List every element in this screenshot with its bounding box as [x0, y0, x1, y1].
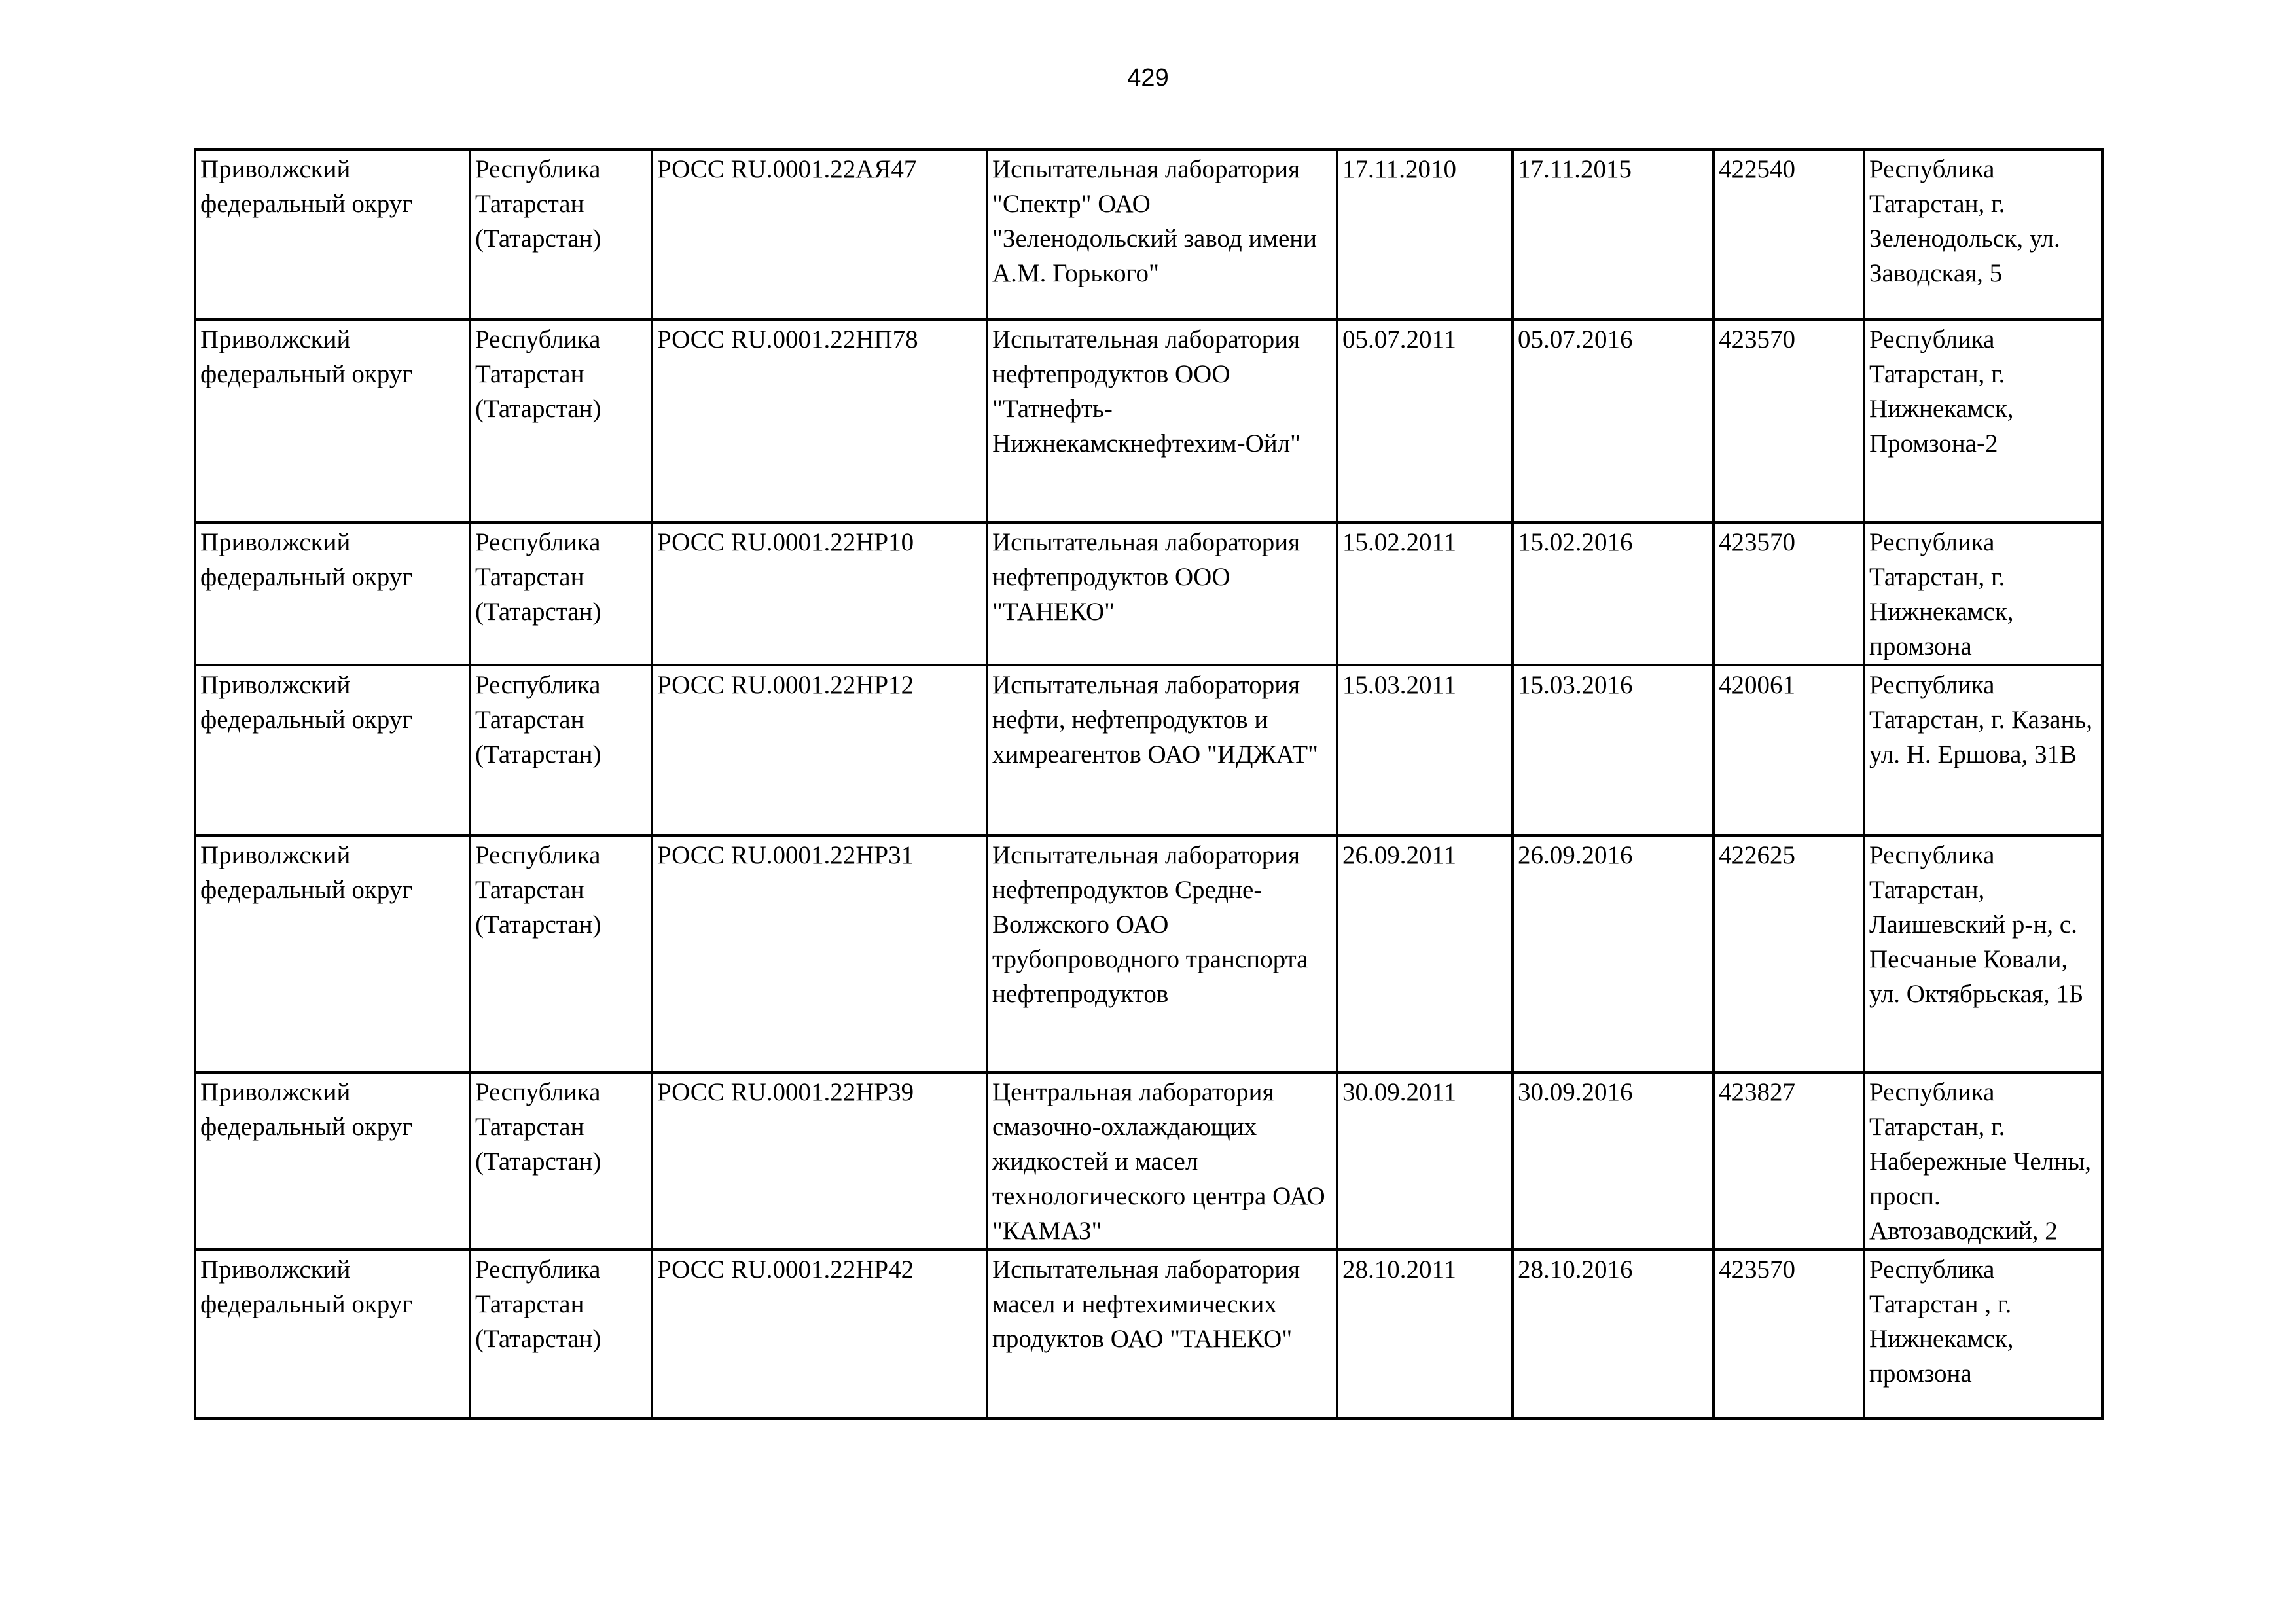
address-cell: Республика Татарстан, г. Нижнекамск, Промзона-2 — [1864, 319, 2102, 522]
valid-until-cell: 30.09.2016 — [1513, 1072, 1713, 1250]
table-row — [195, 835, 2102, 1072]
address-cell: Республика Татарстан , г. Нижнекамск, промзона — [1864, 1250, 2102, 1418]
address-cell: Республика Татарстан, г. Нижнекамск, промзона — [1864, 522, 2102, 665]
issue-date-cell: 28.10.2011 — [1337, 1250, 1513, 1418]
district-cell: Приволжский федеральный округ — [195, 522, 470, 665]
laboratory-name-cell: Испытательная лаборатория нефтепродуктов Средне-Волжского ОАО трубопроводного транспорта нефтепродуктов — [987, 835, 1337, 1072]
region-cell: Республика Татарстан (Татарстан) — [470, 1250, 652, 1418]
valid-until-cell: 15.02.2016 — [1513, 522, 1713, 665]
certificate-number-cell: РОСС RU.0001.22НР39 — [652, 1072, 987, 1250]
table-row — [195, 1250, 2102, 1418]
certificate-number-cell: РОСС RU.0001.22НР12 — [652, 665, 987, 835]
laboratory-name-cell: Центральная лаборатория смазочно-охлаждающих жидкостей и масел технологического центра ОАО "КАМАЗ" — [987, 1072, 1337, 1250]
postcode-cell: 420061 — [1713, 665, 1864, 835]
district-cell: Приволжский федеральный округ — [195, 1072, 470, 1250]
region-cell: Республика Татарстан (Татарстан) — [470, 1072, 652, 1250]
district-cell: Приволжский федеральный округ — [195, 835, 470, 1072]
valid-until-cell: 05.07.2016 — [1513, 319, 1713, 522]
laboratory-name-cell: Испытательная лаборатория нефтепродуктов ООО "ТАНЕКО" — [987, 522, 1337, 665]
certificate-number-cell: РОСС RU.0001.22НП78 — [652, 319, 987, 522]
laboratory-name-cell: Испытательная лаборатория нефти, нефтепродуктов и химреагентов ОАО "ИДЖАТ" — [987, 665, 1337, 835]
address-cell: Республика Татарстан, Лаишевский р-н, с. Песчаные Ковали, ул. Октябрьская, 1Б — [1864, 835, 2102, 1072]
valid-until-cell: 28.10.2016 — [1513, 1250, 1713, 1418]
issue-date-cell: 26.09.2011 — [1337, 835, 1513, 1072]
postcode-cell: 423570 — [1713, 1250, 1864, 1418]
issue-date-cell: 15.03.2011 — [1337, 665, 1513, 835]
certificate-number-cell: РОСС RU.0001.22АЯ47 — [652, 149, 987, 319]
address-cell: Республика Татарстан, г. Зеленодольск, ул. Заводская, 5 — [1864, 149, 2102, 319]
issue-date-cell: 15.02.2011 — [1337, 522, 1513, 665]
valid-until-cell: 15.03.2016 — [1513, 665, 1713, 835]
registry-table — [194, 148, 2104, 1420]
table-row — [195, 1072, 2102, 1250]
address-cell: Республика Татарстан, г. Казань, ул. Н. Ершова, 31В — [1864, 665, 2102, 835]
region-cell: Республика Татарстан (Татарстан) — [470, 665, 652, 835]
certificate-number-cell: РОСС RU.0001.22НР42 — [652, 1250, 987, 1418]
postcode-cell: 423570 — [1713, 319, 1864, 522]
district-cell: Приволжский федеральный округ — [195, 149, 470, 319]
address-cell: Республика Татарстан, г. Набережные Челны, просп. Автозаводский, 2 — [1864, 1072, 2102, 1250]
region-cell: Республика Татарстан (Татарстан) — [470, 835, 652, 1072]
postcode-cell: 423827 — [1713, 1072, 1864, 1250]
district-cell: Приволжский федеральный округ — [195, 319, 470, 522]
district-cell: Приволжский федеральный округ — [195, 665, 470, 835]
postcode-cell: 422540 — [1713, 149, 1864, 319]
region-cell: Республика Татарстан (Татарстан) — [470, 522, 652, 665]
postcode-cell: 422625 — [1713, 835, 1864, 1072]
valid-until-cell: 26.09.2016 — [1513, 835, 1713, 1072]
table-row — [195, 522, 2102, 665]
laboratory-name-cell: Испытательная лаборатория "Спектр" ОАО "Зеленодольский завод имени А.М. Горького" — [987, 149, 1337, 319]
issue-date-cell: 17.11.2010 — [1337, 149, 1513, 319]
region-cell: Республика Татарстан (Татарстан) — [470, 149, 652, 319]
valid-until-cell: 17.11.2015 — [1513, 149, 1713, 319]
laboratory-name-cell: Испытательная лаборатория нефтепродуктов ООО "Татнефть-Нижнекамскнефтехим-Ойл" — [987, 319, 1337, 522]
issue-date-cell: 30.09.2011 — [1337, 1072, 1513, 1250]
page-number: 429 — [1127, 64, 1169, 92]
region-cell: Республика Татарстан (Татарстан) — [470, 319, 652, 522]
table-row — [195, 665, 2102, 835]
certificate-number-cell: РОСС RU.0001.22НР10 — [652, 522, 987, 665]
table-row — [195, 319, 2102, 522]
certificate-number-cell: РОСС RU.0001.22НР31 — [652, 835, 987, 1072]
postcode-cell: 423570 — [1713, 522, 1864, 665]
laboratory-name-cell: Испытательная лаборатория масел и нефтехимических продуктов ОАО "ТАНЕКО" — [987, 1250, 1337, 1418]
table-row — [195, 149, 2102, 319]
issue-date-cell: 05.07.2011 — [1337, 319, 1513, 522]
district-cell: Приволжский федеральный округ — [195, 1250, 470, 1418]
